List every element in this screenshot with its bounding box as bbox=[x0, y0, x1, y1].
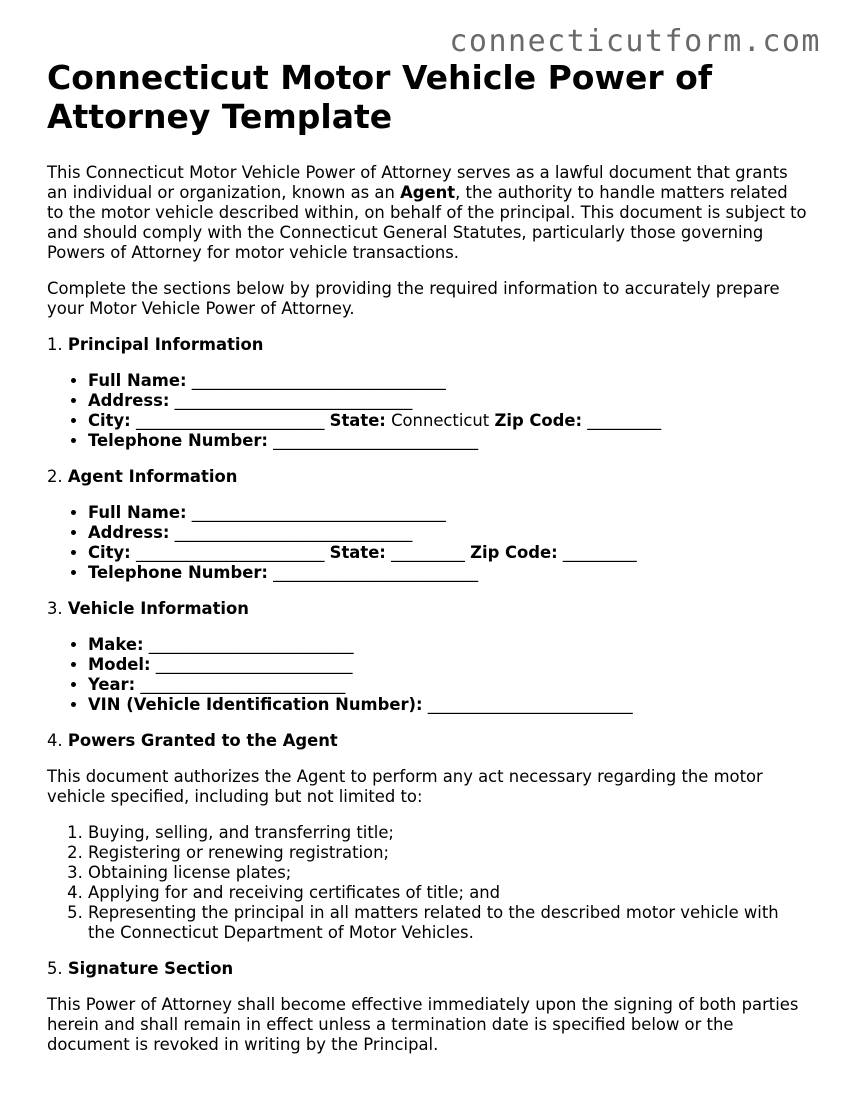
agent-fields-list bbox=[47, 503, 807, 583]
section-powers-heading bbox=[47, 731, 807, 751]
field-label: City: bbox=[88, 543, 131, 562]
principal-phone-field[interactable] bbox=[88, 431, 807, 451]
vehicle-fields-list bbox=[47, 635, 807, 715]
signature-paragraph: This Power of Attorney shall become effective immediately upon the signing of both parties herein and shall remain in effect unless a termination date is specified below or the document is revoked in writing by the Principal. bbox=[47, 995, 799, 1054]
field-label: State: bbox=[329, 411, 386, 430]
field-blank[interactable]: _________________________ bbox=[267, 563, 479, 582]
section-title: Agent Information bbox=[67, 467, 238, 486]
field-blank[interactable]: _______________________ bbox=[130, 411, 330, 430]
field-blank[interactable]: _______________________________ bbox=[186, 371, 446, 390]
site-watermark: connecticutform.com bbox=[449, 24, 821, 59]
field-label: City: bbox=[88, 411, 131, 430]
section-agent-heading bbox=[47, 467, 807, 487]
agent-address-field[interactable] bbox=[88, 523, 807, 543]
list-item: 5. Representing the principal in all matters related to the described motor vehicle with the Connecticut Department of Motor Vehicles. bbox=[88, 903, 807, 943]
field-label: VIN (Vehicle Identification Number): bbox=[88, 695, 423, 714]
list-item: 3. Obtaining license plates; bbox=[88, 863, 807, 883]
list-item: 2. Registering or renewing registration; bbox=[88, 843, 807, 863]
field-blank[interactable]: ________________________ bbox=[150, 655, 353, 674]
agent-full-name-field[interactable] bbox=[88, 503, 807, 523]
field-blank[interactable]: _________ bbox=[582, 411, 662, 430]
section-number: 4. bbox=[47, 731, 68, 750]
field-blank[interactable]: _____________________________ bbox=[169, 391, 413, 410]
field-label: State: bbox=[329, 543, 386, 562]
field-label: Telephone Number: bbox=[88, 431, 268, 450]
field-blank[interactable]: _________ bbox=[385, 543, 471, 562]
section-title: Vehicle Information bbox=[67, 599, 249, 618]
field-blank[interactable]: _________________________ bbox=[422, 695, 633, 714]
section-number: 2. bbox=[47, 467, 68, 486]
field-value: Connecticut bbox=[385, 411, 495, 430]
principal-full-name-field[interactable] bbox=[88, 371, 807, 391]
field-blank[interactable]: _________________________ bbox=[267, 431, 479, 450]
field-label: Model: bbox=[88, 655, 151, 674]
intro-text-2: , the authority to handle matters related to the motor vehicle described within, on behalf of the principal. This document is subject to and should comply with the Connecticut General Statutes, particularly those governing Powers of Attorney for motor vehicle transactions. bbox=[47, 183, 807, 262]
powers-list bbox=[47, 823, 807, 943]
field-blank[interactable]: _______________________________ bbox=[186, 503, 446, 522]
vehicle-vin-field[interactable] bbox=[88, 695, 807, 715]
field-label: Address: bbox=[88, 523, 170, 542]
section-number: 1. bbox=[47, 335, 68, 354]
field-label: Year: bbox=[88, 675, 136, 694]
instructions-paragraph: Complete the sections below by providing the required information to accurately prepare your Motor Vehicle Power of Attorney. bbox=[47, 279, 780, 318]
intro-text-1: This Connecticut Motor Vehicle Power of Attorney serves as a lawful document that grants an individual or organization, known as an bbox=[47, 163, 788, 202]
agent-city-state-zip-field[interactable] bbox=[88, 543, 807, 563]
field-label: Telephone Number: bbox=[88, 563, 268, 582]
section-number: 3. bbox=[47, 599, 68, 618]
field-label: Zip Code: bbox=[470, 543, 558, 562]
document-body bbox=[47, 58, 807, 1055]
principal-address-field[interactable] bbox=[88, 391, 807, 411]
section-vehicle-heading bbox=[47, 599, 807, 619]
section-title: Principal Information bbox=[67, 335, 264, 354]
section-title: Signature Section bbox=[67, 959, 234, 978]
section-number: 5. bbox=[47, 959, 68, 978]
field-blank[interactable]: _________________________ bbox=[143, 635, 354, 654]
section-principal-heading bbox=[47, 335, 807, 355]
principal-fields-list bbox=[47, 371, 807, 451]
section-title: Powers Granted to the Agent bbox=[67, 731, 338, 750]
field-blank[interactable]: _________ bbox=[557, 543, 637, 562]
list-item: 4. Applying for and receiving certificates of title; and bbox=[88, 883, 807, 903]
field-blank[interactable]: _________________________ bbox=[135, 675, 346, 694]
section-signature-heading bbox=[47, 959, 807, 979]
vehicle-make-field[interactable] bbox=[88, 635, 807, 655]
page-title: Connecticut Motor Vehicle Power of Attorney Template bbox=[47, 58, 713, 136]
vehicle-model-field[interactable] bbox=[88, 655, 807, 675]
field-label: Address: bbox=[88, 391, 170, 410]
powers-paragraph: This document authorizes the Agent to perform any act necessary regarding the motor vehicle specified, including but not limited to: bbox=[47, 767, 763, 806]
intro-paragraph bbox=[47, 163, 807, 263]
field-label: Full Name: bbox=[88, 503, 187, 522]
field-blank[interactable]: _____________________________ bbox=[169, 523, 413, 542]
list-item: 1. Buying, selling, and transferring title; bbox=[88, 823, 807, 843]
field-label: Zip Code: bbox=[494, 411, 583, 430]
field-label: Make: bbox=[88, 635, 144, 654]
principal-city-state-zip-field[interactable] bbox=[88, 411, 807, 431]
field-blank[interactable]: _______________________ bbox=[130, 543, 330, 562]
field-label: Full Name: bbox=[88, 371, 187, 390]
vehicle-year-field[interactable] bbox=[88, 675, 807, 695]
intro-agent-term: Agent bbox=[400, 183, 456, 202]
agent-phone-field[interactable] bbox=[88, 563, 807, 583]
